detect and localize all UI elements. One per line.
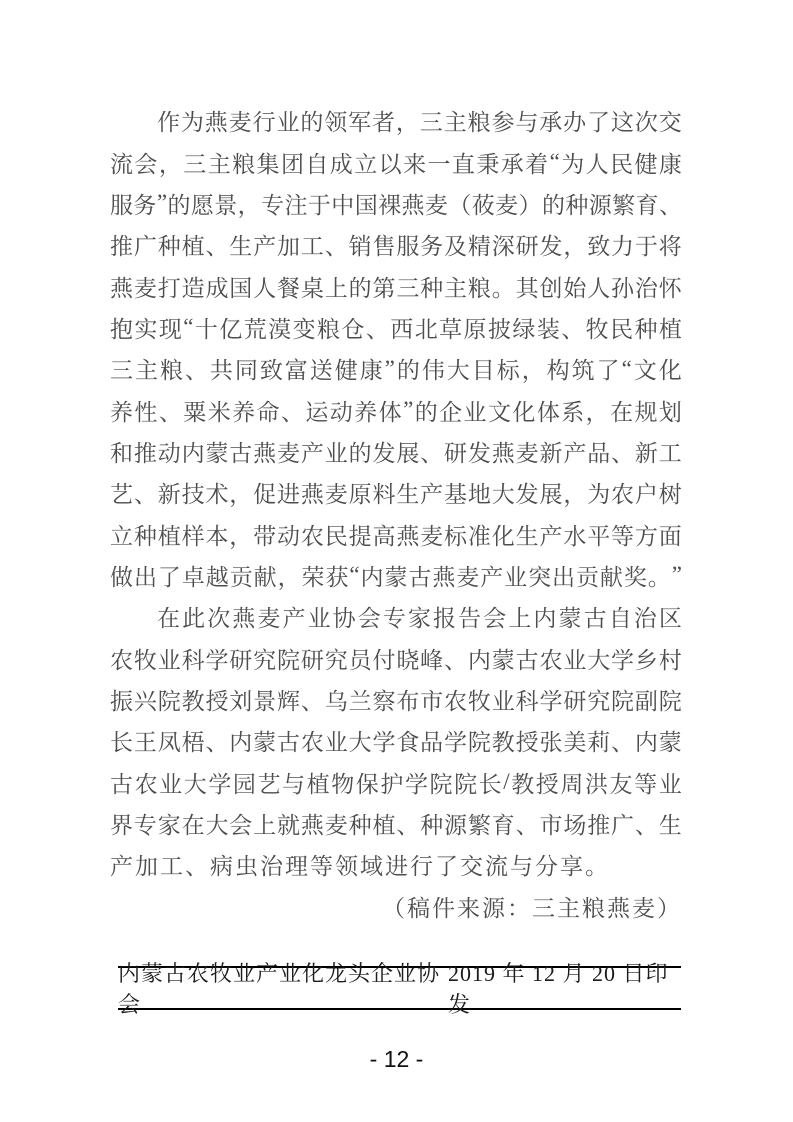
text-line: 和 推 动 内 蒙 古 燕 麦 产 业 的 发 展 、 研 发 燕 麦 新 产 品 、 新 工	[110, 440, 682, 466]
issuing-organization: 内蒙古农牧业产业化龙头企业协会	[118, 961, 441, 1017]
text-line: 长 王 凤 梧 、 内 蒙 古 农 业 大 学 食 品 学 院 教 授 张 美 莉 、 内 蒙	[110, 730, 682, 756]
text-line: 艺 、 新 技 术 ， 促 进 燕 麦 原 料 生 产 基 地 大 发 展 ， 为 农 户 树	[110, 482, 682, 508]
text-line: 振 兴 院 教 授 刘 景 辉 、 乌 兰 察 布 市 农 牧 业 科 学 研 究 院 副 院	[110, 688, 682, 714]
text-line: 抱 实 现 “ 十 亿 荒 漠 变 粮 仓 、 西 北 草 原 披 绿 装 、 牧 民 种 植	[110, 314, 682, 342]
text-line: 农 牧 业 科 学 研 究 院 研 究 员 付 晓 峰 、 内 蒙 古 农 业 大 学 乡 村	[110, 647, 682, 673]
paragraph-1	[110, 100, 682, 596]
text-line: 立 种 植 样 本 ， 带 动 农 民 提 高 燕 麦 标 准 化 生 产 水 平 等 方 面	[110, 523, 682, 549]
print-date: 2019 年 12 月 20 日印发	[448, 961, 669, 1017]
text-line: 推 广 种 植 、 生 产 加 工 、 销 售 服 务 及 精 深 研 发 ， 致 力 于 将	[110, 234, 682, 260]
source-attribution: （稿件来源：三主粮燕麦）	[382, 895, 682, 921]
text-line: 在 此 次 燕 麦 产 业 协 会 专 家 报 告 会 上 内 蒙 古 自 治 区	[157, 606, 682, 632]
text-line: 产加工、病虫治理等领域进行了交流与分享。	[110, 854, 610, 880]
text-line: 服 务 ” 的 愿 景 ， 专 注 于 中 国 裸 燕 麦 （ 莜 麦 ） 的 种 源 繁 育 、	[110, 190, 682, 218]
text-line: 古 农 业 大 学 园 艺 与 植 物 保 护 学 院 院 长 / 教 授 周 洪 友 等 业	[110, 769, 682, 797]
text-line: 做 出 了 卓 越 贡 献 ， 荣 获 “ 内 蒙 古 燕 麦 产 业 突 出 贡 献 奖 。 ”	[110, 562, 682, 590]
article-body	[110, 100, 682, 927]
text-line: 流 会 ， 三 主 粮 集 团 自 成 立 以 来 一 直 秉 承 着 “ 为 人 民 健 康	[110, 149, 682, 177]
paragraph-2	[110, 596, 682, 885]
text-line: 燕 麦 打 造 成 国 人 餐 桌 上 的 第 三 种 主 粮 。 其 创 始 人 孙 治 怀	[110, 275, 682, 301]
text-line: 界 专 家 在 大 会 上 就 燕 麦 种 植 、 种 源 繁 育 、 市 场 推 广 、 生	[110, 813, 682, 839]
text-line: 三 主 粮 、 共 同 致 富 送 健 康 ” 的 伟 大 目 标 ， 构 筑 了 “ 文 化	[110, 355, 682, 384]
text-line: 作 为 燕 麦 行 业 的 领 军 者 ， 三 主 粮 参 与 承 办 了 这 次 交	[157, 110, 682, 136]
page-number: - 12 -	[369, 1046, 424, 1072]
colophon-footer	[118, 961, 681, 1017]
text-line: 养 性 、 粟 米 养 命 、 运 动 养 体 ” 的 企 业 文 化 体 系 ， 在 规 划	[110, 397, 682, 425]
